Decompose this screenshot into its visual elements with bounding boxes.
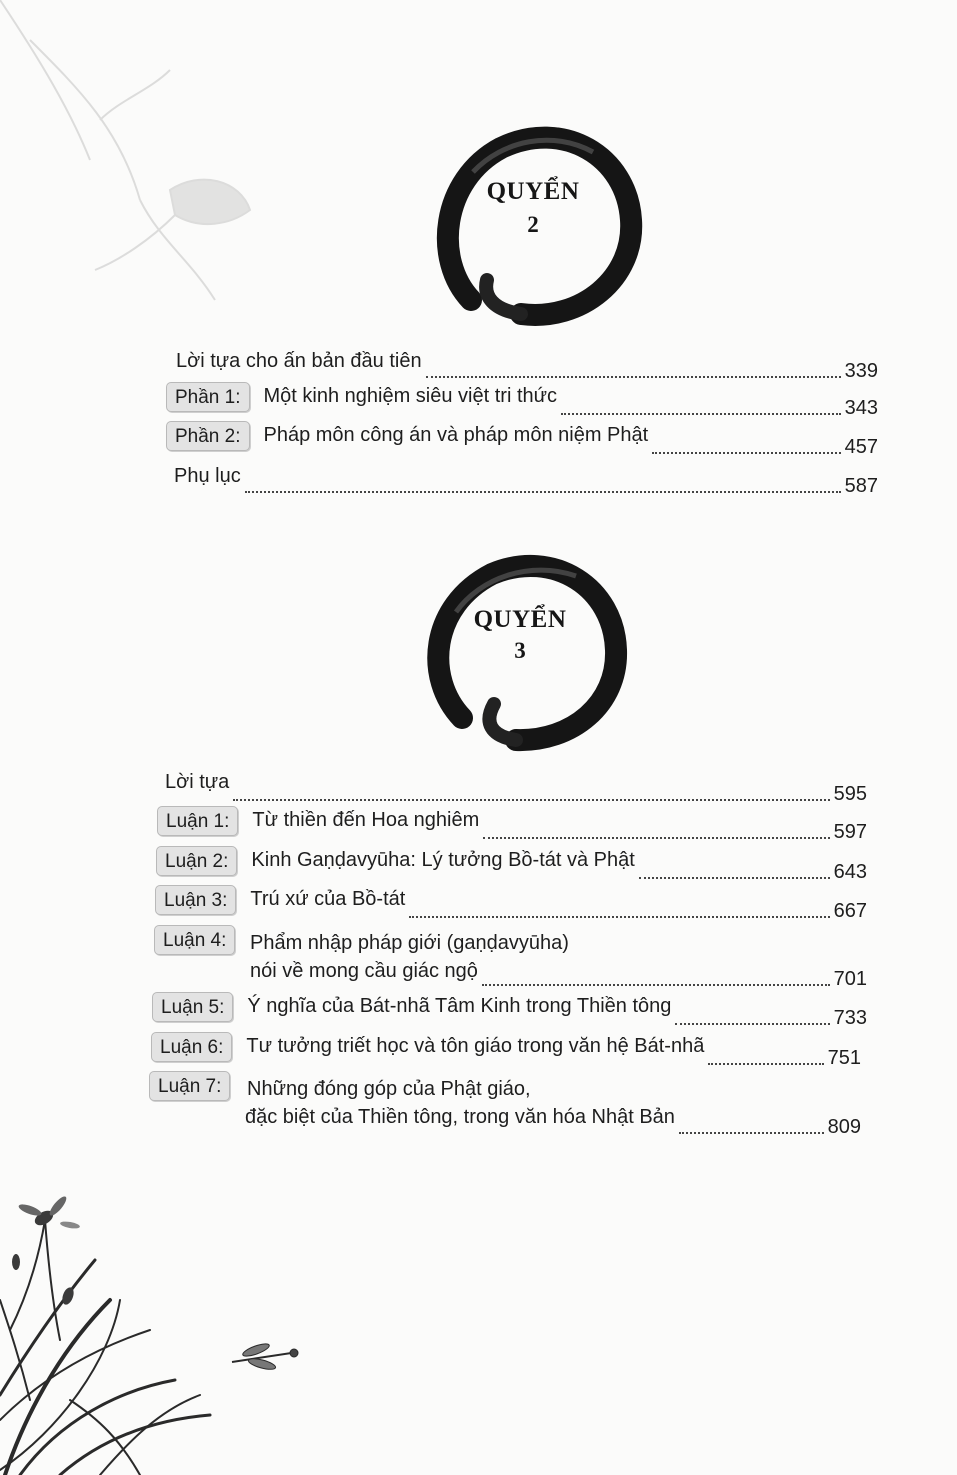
dot-leader [245, 491, 841, 493]
orchid-grass-illustration [0, 1220, 210, 1475]
toc-entry[interactable] [151, 1032, 861, 1072]
toc-page-number: 339 [844, 360, 878, 382]
toc-page-number: 597 [833, 821, 867, 843]
dot-leader [426, 376, 841, 378]
essay-badge: Luận 4: [154, 925, 235, 955]
toc-entry-title: Ý nghĩa của Bát-nhã Tâm Kinh trong Thiền tông [247, 995, 672, 1017]
orchid-flower-illustration [12, 1194, 80, 1306]
toc-entry-title: Lời tựa cho ấn bản đầu tiên [176, 350, 422, 372]
toc-entry-title-line-1: Phẩm nhập pháp giới (gaṇḍavyūha) [250, 932, 569, 954]
dot-leader [561, 413, 841, 415]
toc-page-number: 701 [833, 968, 867, 990]
volume-2-enso [413, 100, 653, 340]
volume-label: QUYỂN [473, 606, 567, 633]
toc-entry[interactable] [155, 885, 867, 925]
volume-number: 2 [527, 212, 539, 237]
dot-leader [233, 799, 829, 801]
toc-entry-title: Một kinh nghiệm siêu việt tri thức [263, 385, 558, 407]
toc-page-number: 809 [827, 1116, 861, 1138]
dot-leader [482, 984, 830, 986]
part-badge: Phần 1: [166, 382, 250, 412]
dot-leader [675, 1023, 829, 1025]
dot-leader [679, 1132, 824, 1134]
toc-page-number: 587 [844, 475, 878, 497]
essay-badge: Luận 7: [149, 1071, 230, 1101]
toc-entry[interactable] [149, 1071, 861, 1143]
toc-entry-title: Trú xứ của Bồ-tát [250, 888, 406, 910]
volume-number: 3 [514, 638, 526, 663]
toc-entry-title: Pháp môn công án và pháp môn niệm Phật [263, 424, 649, 446]
toc-page-number: 343 [844, 397, 878, 419]
bird-branch-illustration [0, 0, 250, 300]
toc-entry-title: Từ thiền đến Hoa nghiêm [252, 809, 480, 831]
dot-leader [652, 452, 840, 454]
toc-entry-title-line-2: nói về mong cầu giác ngộ [250, 960, 478, 982]
essay-badge: Luận 5: [152, 992, 233, 1022]
toc-page-number: 643 [833, 861, 867, 883]
essay-badge: Luận 6: [151, 1032, 232, 1062]
dragonfly-illustration [232, 1341, 298, 1371]
dot-leader [483, 837, 829, 839]
toc-entry[interactable] [165, 768, 867, 808]
toc-entry-title: Lời tựa [165, 771, 230, 793]
volume-label: QUYỂN [486, 178, 580, 205]
essay-badge: Luận 3: [155, 885, 236, 915]
toc-entry[interactable] [157, 806, 867, 846]
toc-entry-title: Phụ lục [174, 465, 241, 487]
toc-page-number: 667 [833, 900, 867, 922]
dot-leader [708, 1063, 823, 1065]
toc-entry[interactable] [174, 462, 878, 500]
toc-entry[interactable] [166, 421, 878, 461]
toc-page-number: 457 [844, 436, 878, 458]
dot-leader [639, 877, 830, 879]
essay-badge: Luận 2: [156, 846, 237, 876]
toc-entry[interactable] [154, 925, 867, 995]
toc-entry[interactable] [166, 382, 878, 422]
essay-badge: Luận 1: [157, 806, 238, 836]
toc-entry[interactable] [152, 992, 867, 1032]
toc-entry-title: Kinh Gaṇḍavyūha: Lý tưởng Bồ-tát và Phật [251, 849, 635, 871]
toc-entry-title-line-1: Những đóng góp của Phật giáo, [247, 1078, 531, 1100]
toc-entry-title-line-2: đặc biệt của Thiền tông, trong văn hóa Nhật Bản [245, 1106, 675, 1128]
toc-page-number: 751 [827, 1047, 861, 1069]
toc-entry[interactable] [176, 347, 878, 385]
part-badge: Phần 2: [166, 421, 250, 451]
toc-entry-title: Tư tưởng triết học và tôn giáo trong văn hệ Bát-nhã [246, 1035, 705, 1057]
toc-page-number: 733 [833, 1007, 867, 1029]
toc-entry[interactable] [156, 846, 867, 886]
toc-page-number: 595 [833, 783, 867, 805]
dot-leader [409, 916, 829, 918]
volume-3-enso [400, 528, 640, 768]
